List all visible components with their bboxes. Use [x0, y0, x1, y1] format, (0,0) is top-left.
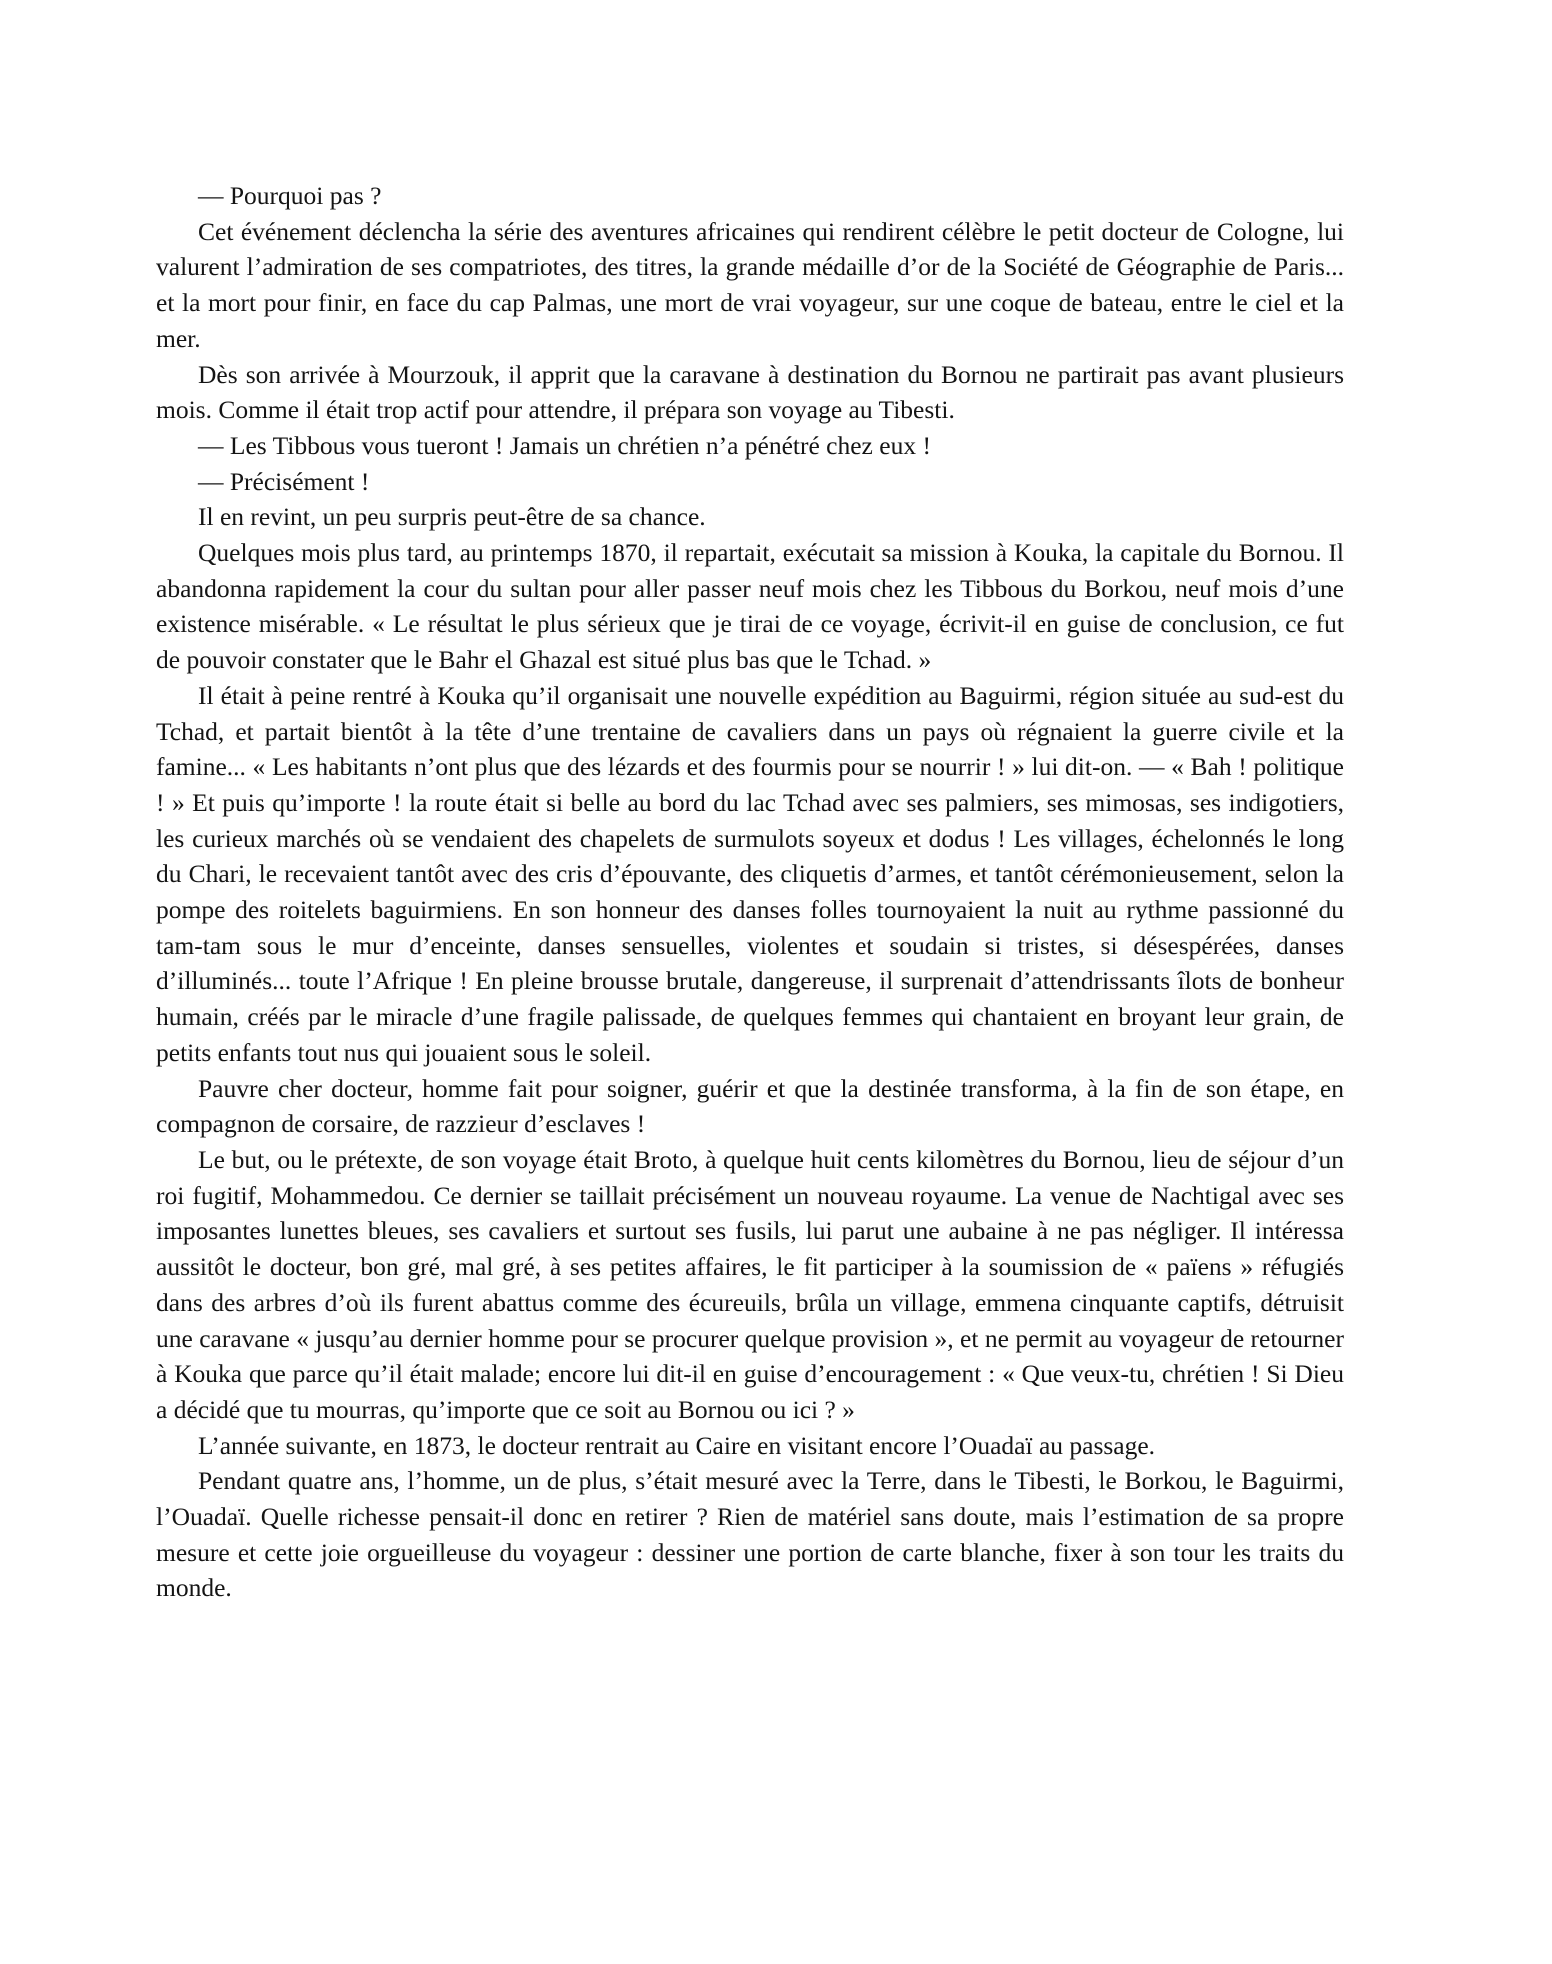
paragraph: Dès son arrivée à Mourzouk, il apprit que la caravane à destination du Bornou ne partirait pas avant plusieurs mois. Comme il était trop actif pour attendre, il prépara son voyage au Tibesti. [156, 359, 1344, 425]
paragraph: Il en revint, un peu surpris peut-être de sa chance. [198, 502, 706, 532]
paragraph: Pendant quatre ans, l’homme, un de plus, s’était mesuré avec la Terre, dans le Tibesti, le Borkou, le Baguirmi, l’Ouadaï. Quelle richesse pensait-il donc en retirer ? Rien de matériel sans doute, mais l’estimation de sa propre mesure et cette joie orgueilleuse du voyageur : dessiner une portion de carte blanche, fixer à son tour les traits du monde. [156, 1466, 1344, 1603]
text-column [156, 178, 1344, 1606]
paragraph: Pauvre cher docteur, homme fait pour soigner, guérir et que la destinée transforma, à la fin de son étape, en compagnon de corsaire, de razzieur d’esclaves ! [156, 1073, 1344, 1139]
paragraph: — Pourquoi pas ? [198, 181, 382, 210]
paragraph: L’année suivante, en 1873, le docteur rentrait au Caire en visitant encore l’Ouadaï au passage. [198, 1430, 1156, 1460]
paragraph: Cet événement déclencha la série des aventures africaines qui rendirent célèbre le petit docteur de Cologne, lui valurent l’admiration de ses compatriotes, des titres, la grande médaille d’or de la Société de Géographie de Paris... et la mort pour finir, en face du cap Palmas, une mort de vrai voyageur, sur une coque de bateau, entre le ciel et la mer. [156, 216, 1344, 353]
paragraph: — Les Tibbous vous tueront ! Jamais un chrétien n’a pénétré chez eux ! [198, 430, 931, 460]
paragraph: Il était à peine rentré à Kouka qu’il organisait une nouvelle expédition au Baguirmi, région située au sud-est du Tchad, et partait bientôt à la tête d’une trentaine de cavaliers dans un pays où régnaient la guerre civile et la famine... « Les habitants n’ont plus que des lézards et des fourmis pour se nourrir ! » lui dit-on. — « Bah ! politique ! » Et puis qu’importe ! la route était si belle au bord du lac Tchad avec ses palmiers, ses mimosas, ses indigotiers, les curieux marchés où se vendaient des chapelets de surmulots soyeux et dodus ! Les villages, échelonnés le long du Chari, le recevaient tantôt avec des cris d’épouvante, des cliquetis d’armes, et tantôt cérémonieusement, selon la pompe des roitelets baguirmiens. En son honneur des danses folles tournoyaient la nuit au rythme passionné du tam-tam sous le mur d’enceinte, danses sensuelles, violentes et soudain si tristes, si désespérées, danses d’illuminés... toute l’Afrique ! En pleine brousse brutale, dangereuse, il surprenait d’attendrissants îlots de bonheur humain, créés par le miracle d’une fragile palissade, de quelques femmes qui chantaient en broyant leur grain, de petits enfants tout nus qui jouaient sous le soleil. [156, 680, 1344, 1067]
paragraph: — Précisément ! [198, 466, 370, 496]
paragraph: Quelques mois plus tard, au printemps 1870, il repartait, exécutait sa mission à Kouka, la capitale du Bornou. Il abandonna rapidement la cour du sultan pour aller passer neuf mois chez les Tibbous du Borkou, neuf mois d’une existence misérable. « Le résultat le plus sérieux que je tirai de ce voyage, écrivit-il en guise de conclusion, ce fut de pouvoir constater que le Bahr el Ghazal est situé plus bas que le Tchad. » [156, 538, 1344, 675]
paragraph: Le but, ou le prétexte, de son voyage était Broto, à quelque huit cents kilomètres du Bornou, lieu de séjour d’un roi fugitif, Mohammedou. Ce dernier se taillait précisément un nouveau royaume. La venue de Nachtigal avec ses imposantes lunettes bleues, ses cavaliers et surtout ses fusils, lui parut une aubaine à ne pas négliger. Il intéressa aussitôt le docteur, bon gré, mal gré, à ses petites affaires, le fit participer à la soumission de « païens » réfugiés dans des arbres d’où ils furent abattus comme des écureuils, brûla un village, emmena cinquante captifs, détruisit une caravane « jusqu’au dernier homme pour se procurer quelque provision », et ne permit au voyageur de retourner à Kouka que parce qu’il était malade; encore lui dit-il en guise d’encouragement : « Que veux-tu, chrétien ! Si Dieu a décidé que tu mourras, qu’importe que ce soit au Bornou ou ici ? » [156, 1144, 1344, 1424]
